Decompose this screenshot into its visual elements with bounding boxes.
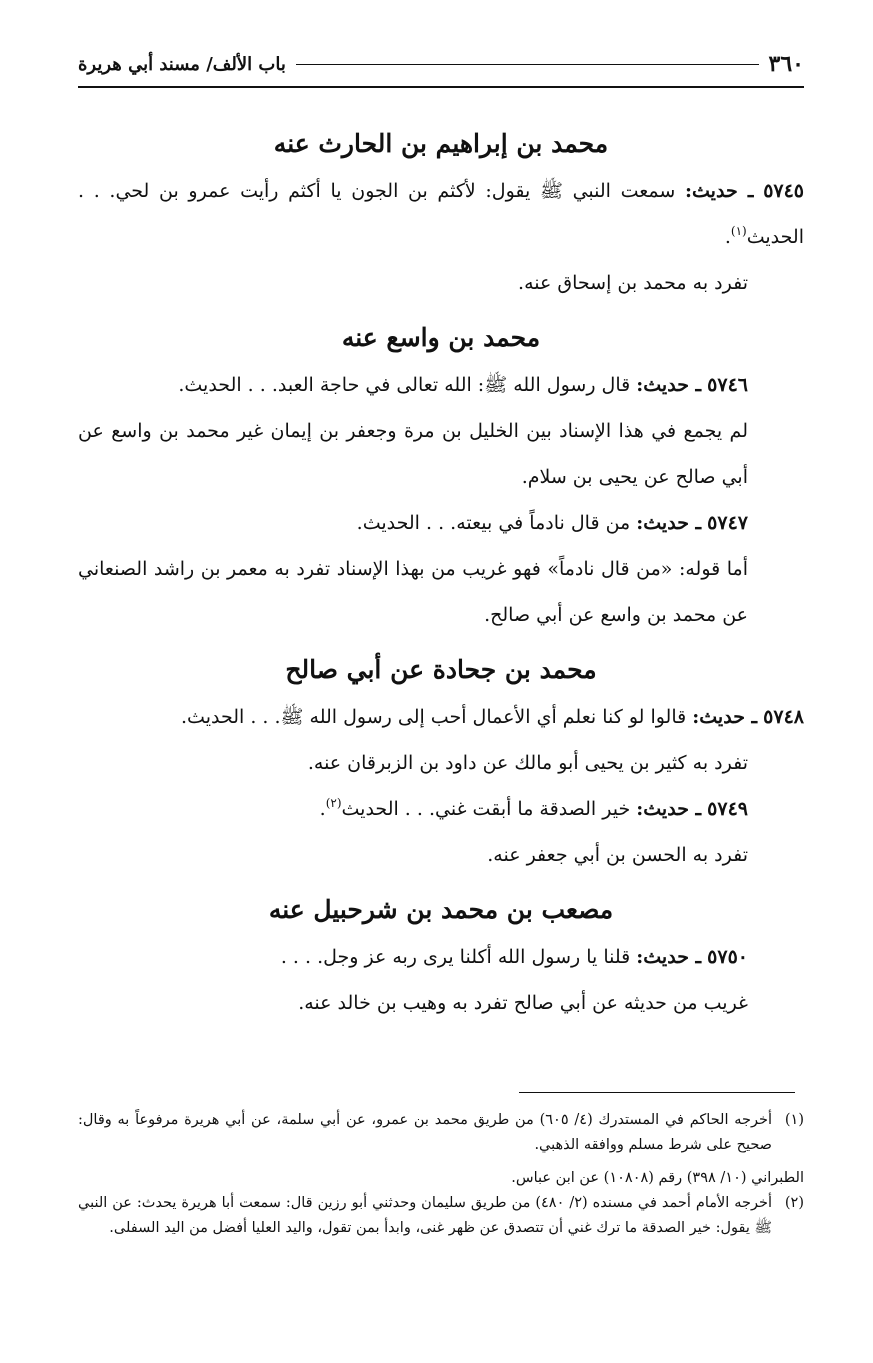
hadith-end: . (319, 798, 326, 820)
footnote (78, 1108, 804, 1158)
hadith-text: قالوا لو كنا نعلم أي الأعمال أحب إلى رسول الله ﷺ. . . الحديث. (181, 706, 687, 728)
footnote-ref[interactable]: (٢) (325, 796, 342, 810)
section-heading: مصعب بن محمد بن شرحبيل عنه (268, 895, 614, 924)
hadith-text: من قال نادماً في بيعته. . . الحديث. (356, 512, 631, 534)
hadith-number: ٥٧٥٠ (707, 946, 748, 968)
footnote-text: أخرجه الحاكم في المستدرك (٤/ ٦٠٥) من طريق محمد بن عمرو، عن أبي سلمة، عن أبي هريرة مرفوعاً به وقال: صحيح على شرط مسلم ووافقه الذهبي. (78, 1112, 772, 1153)
hadith-number: ٥٧٤٦ (707, 374, 748, 396)
hadith-label: ـ حديث: (685, 180, 754, 202)
footnote-number: (١) (784, 1112, 804, 1128)
commentary: تفرد به محمد بن إسحاق عنه. (518, 272, 748, 294)
section-heading: محمد بن واسع عنه (341, 323, 541, 352)
section-heading: محمد بن إبراهيم بن الحارث عنه (273, 129, 609, 158)
hadith-entry (78, 362, 804, 408)
hadith-text: قلنا يا رسول الله أكلنا يرى ربه عز وجل. . . . (280, 946, 631, 968)
page-header (78, 42, 804, 88)
section-heading: محمد بن جحادة عن أبي صالح (285, 655, 597, 684)
hadith-number: ٥٧٤٧ (707, 512, 748, 534)
hadith-label: ـ حديث: (636, 798, 702, 820)
commentary: تفرد به كثير بن يحيى أبو مالك عن داود بن الزبرقان عنه. (307, 752, 748, 774)
hadith-number: ٥٧٤٥ (763, 180, 805, 202)
hadith-text: سمعت النبي ﷺ يقول: لأكثم بن الجون يا أكثم رأيت عمرو بن لحي. . . الحديث (78, 180, 804, 248)
hadith-text: خير الصدقة ما أبقت غني. . . الحديث (341, 798, 631, 820)
footnote (78, 1191, 804, 1241)
page-body (78, 120, 804, 1026)
hadith-label: ـ حديث: (692, 706, 758, 728)
hadith-entry (78, 500, 804, 546)
hadith-label: ـ حديث: (636, 374, 702, 396)
hadith-entry (78, 786, 804, 832)
footnote-ref[interactable]: (١) (730, 224, 747, 238)
hadith-label: ـ حديث: (636, 946, 702, 968)
hadith-end: . (724, 226, 731, 248)
hadith-entry (78, 694, 804, 740)
hadith-text: قال رسول الله ﷺ: الله تعالى في حاجة العبد. . . الحديث. (178, 374, 631, 396)
commentary: أما قوله: «من قال نادماً» فهو غريب من بهذا الإسناد تفرد به معمر بن راشد الصنعاني عن محمد بن واسع عن أبي صالح. (78, 558, 748, 626)
footnote-separator (519, 1092, 795, 1093)
commentary: غريب من حديثه عن أبي صالح تفرد به وهيب بن خالد عنه. (298, 992, 748, 1014)
hadith-label: ـ حديث: (636, 512, 702, 534)
footnote-number: (٢) (784, 1195, 804, 1211)
hadith-entry (78, 934, 804, 980)
hadith-number: ٥٧٤٩ (707, 798, 748, 820)
commentary: لم يجمع في هذا الإسناد بين الخليل بن مرة وجعفر بن إيمان غير محمد بن واسع عن أبي صالح عن يحيى بن سلام. (78, 420, 748, 488)
footnotes (78, 1108, 804, 1249)
hadith-entry (78, 168, 804, 260)
footnote-text: أخرجه الأمام أحمد في مسنده (٢/ ٤٨٠) من طريق سليمان وحدثني أبو رزين قال: سمعت أبا هريرة يحدث: عن النبي ﷺ يقول: خير الصدقة ما ترك غني أن تتصدق عن ظهر غنى، وابدأ بمن تقول، واليد العليا أفضل من اليد السفلى. (78, 1195, 773, 1236)
header-rule (296, 64, 759, 65)
page-number: ٣٦٠ (768, 51, 804, 77)
running-title: باب الألف/ مسند أبي هريرة (78, 53, 286, 75)
hadith-number: ٥٧٤٨ (763, 706, 804, 728)
commentary: تفرد به الحسن بن أبي جعفر عنه. (487, 844, 748, 866)
footnote-continuation: الطبراني (١٠/ ٣٩٨) رقم (١٠٨٠٨) عن ابن عباس. (511, 1170, 804, 1186)
